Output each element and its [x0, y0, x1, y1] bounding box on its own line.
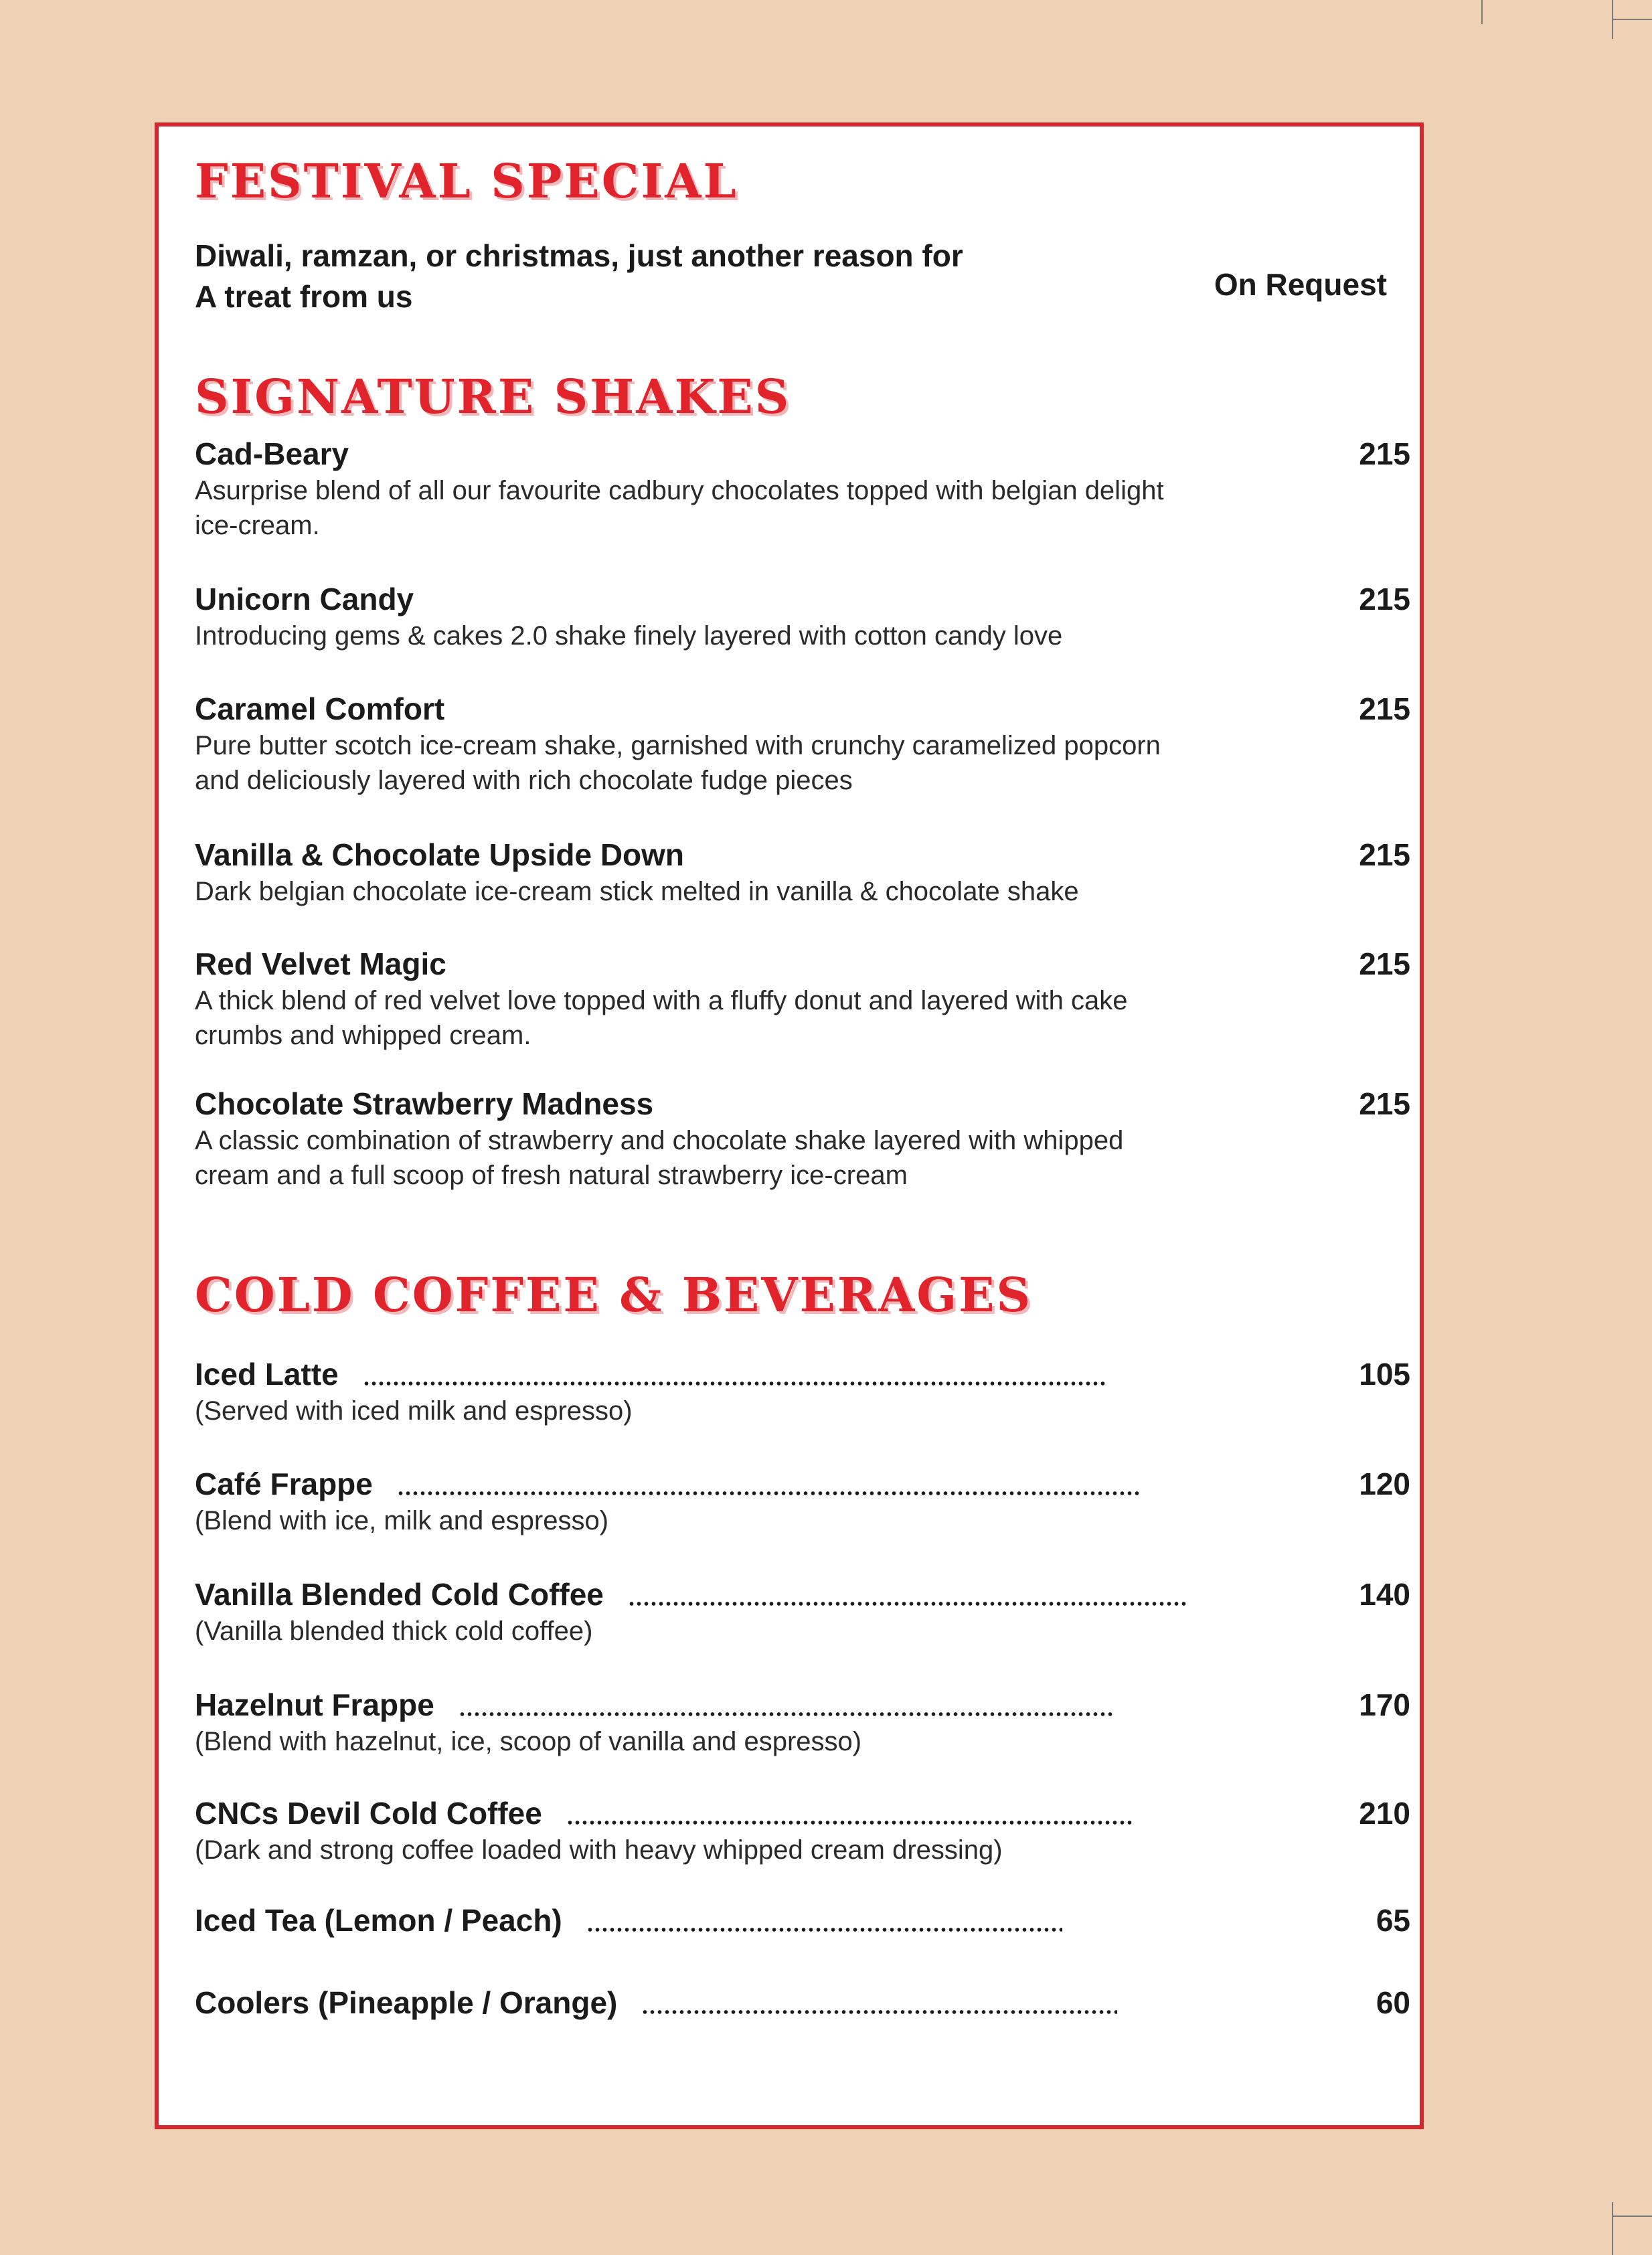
coffee-name: Iced Latte [195, 1357, 339, 1392]
shake-item [195, 580, 1410, 653]
shake-desc: Dark belgian chocolate ice-cream stick melted in vanilla & chocolate shake [195, 877, 1079, 906]
coffee-name: Vanilla Blended Cold Coffee [195, 1577, 604, 1612]
festival-line-2: A treat from us [195, 279, 413, 314]
shake-item [195, 836, 1410, 909]
coffee-price: 140 [1359, 1577, 1410, 1612]
dot-leader [459, 1712, 1112, 1716]
coffee-price: 105 [1359, 1357, 1410, 1392]
crop-mark [1613, 19, 1652, 20]
crop-mark [1613, 2216, 1652, 2217]
shake-desc: A thick blend of red velvet love topped with a fluffy donut and layered with cake crumbs and whipped cream. [195, 986, 1128, 1050]
coffee-name: Coolers (Pineapple / Orange) [195, 1985, 618, 2020]
dot-leader [628, 1602, 1186, 1606]
coffee-name: Iced Tea (Lemon / Peach) [195, 1903, 562, 1938]
shake-item [195, 690, 1410, 798]
shake-name: Chocolate Strawberry Madness [195, 1086, 654, 1121]
coffee-price: 170 [1359, 1687, 1410, 1722]
shake-desc: Introducing gems & cakes 2.0 shake finely layered with cotton candy love [195, 621, 1063, 651]
festival-line-1: Diwali, ramzan, or christmas, just another reason for [195, 238, 963, 273]
shake-price: 215 [1359, 582, 1410, 616]
coffee-price: 120 [1359, 1467, 1410, 1501]
coffee-name: Hazelnut Frappe [195, 1687, 434, 1722]
coffee-desc: (Blend with hazelnut, ice, scoop of vanilla and espresso) [195, 1727, 862, 1756]
shake-name: Cad-Beary [195, 436, 349, 471]
shake-item [195, 945, 1410, 1053]
shake-name: Vanilla & Chocolate Upside Down [195, 837, 685, 872]
coffee-item [195, 1794, 1410, 1867]
coffee-item [195, 1902, 1410, 1940]
shake-name: Red Velvet Magic [195, 946, 446, 981]
coffee-item [195, 1984, 1410, 2022]
shake-item [195, 435, 1410, 543]
festival-text [195, 236, 1065, 317]
shake-price: 215 [1359, 436, 1410, 471]
festival-availability: On Request [1214, 267, 1387, 302]
coffee-name: Café Frappe [195, 1467, 373, 1501]
shake-item [195, 1085, 1410, 1193]
festival-heading: FESTIVAL SPECIAL [195, 153, 738, 209]
dot-leader [363, 1382, 1106, 1386]
coffee-desc: (Blend with ice, milk and espresso) [195, 1506, 609, 1535]
dot-leader [397, 1491, 1141, 1495]
dot-leader [641, 2010, 1117, 2014]
coffee-name: CNCs Devil Cold Coffee [195, 1796, 542, 1831]
shake-price: 215 [1359, 691, 1410, 726]
coffee-desc: (Served with iced milk and espresso) [195, 1396, 633, 1426]
shake-name: Unicorn Candy [195, 582, 414, 616]
shake-desc: Pure butter scotch ice-cream shake, garnished with crunchy caramelized popcorn and deliciously layered with rich chocolate fudge pieces [195, 731, 1161, 795]
coffee-item [195, 1576, 1410, 1649]
dot-leader [586, 1928, 1062, 1932]
crop-mark [1481, 0, 1483, 24]
shake-price: 215 [1359, 837, 1410, 872]
shake-desc: A classic combination of strawberry and chocolate shake layered with whipped cream and a full scoop of fresh natural strawberry ice-cream [195, 1126, 1124, 1190]
coffee-price: 65 [1376, 1903, 1410, 1938]
coffee-item [195, 1355, 1410, 1428]
shakes-heading: SIGNATURE SHAKES [195, 369, 791, 424]
shake-desc: Asurprise blend of all our favourite cadbury chocolates topped with belgian delight ice-cream. [195, 476, 1164, 540]
coffee-price: 60 [1376, 1985, 1410, 2020]
dot-leader [566, 1821, 1132, 1825]
coffee-desc: (Vanilla blended thick cold coffee) [195, 1616, 593, 1646]
shake-price: 215 [1359, 946, 1410, 981]
shake-name: Caramel Comfort [195, 691, 445, 726]
coffee-item [195, 1465, 1410, 1538]
coffee-heading: COLD COFFEE & BEVERAGES [195, 1267, 1033, 1323]
crop-mark [1612, 2202, 1613, 2255]
coffee-item [195, 1686, 1410, 1759]
coffee-desc: (Dark and strong coffee loaded with heavy whipped cream dressing) [195, 1835, 1003, 1865]
shake-price: 215 [1359, 1086, 1410, 1121]
coffee-price: 210 [1359, 1796, 1410, 1831]
